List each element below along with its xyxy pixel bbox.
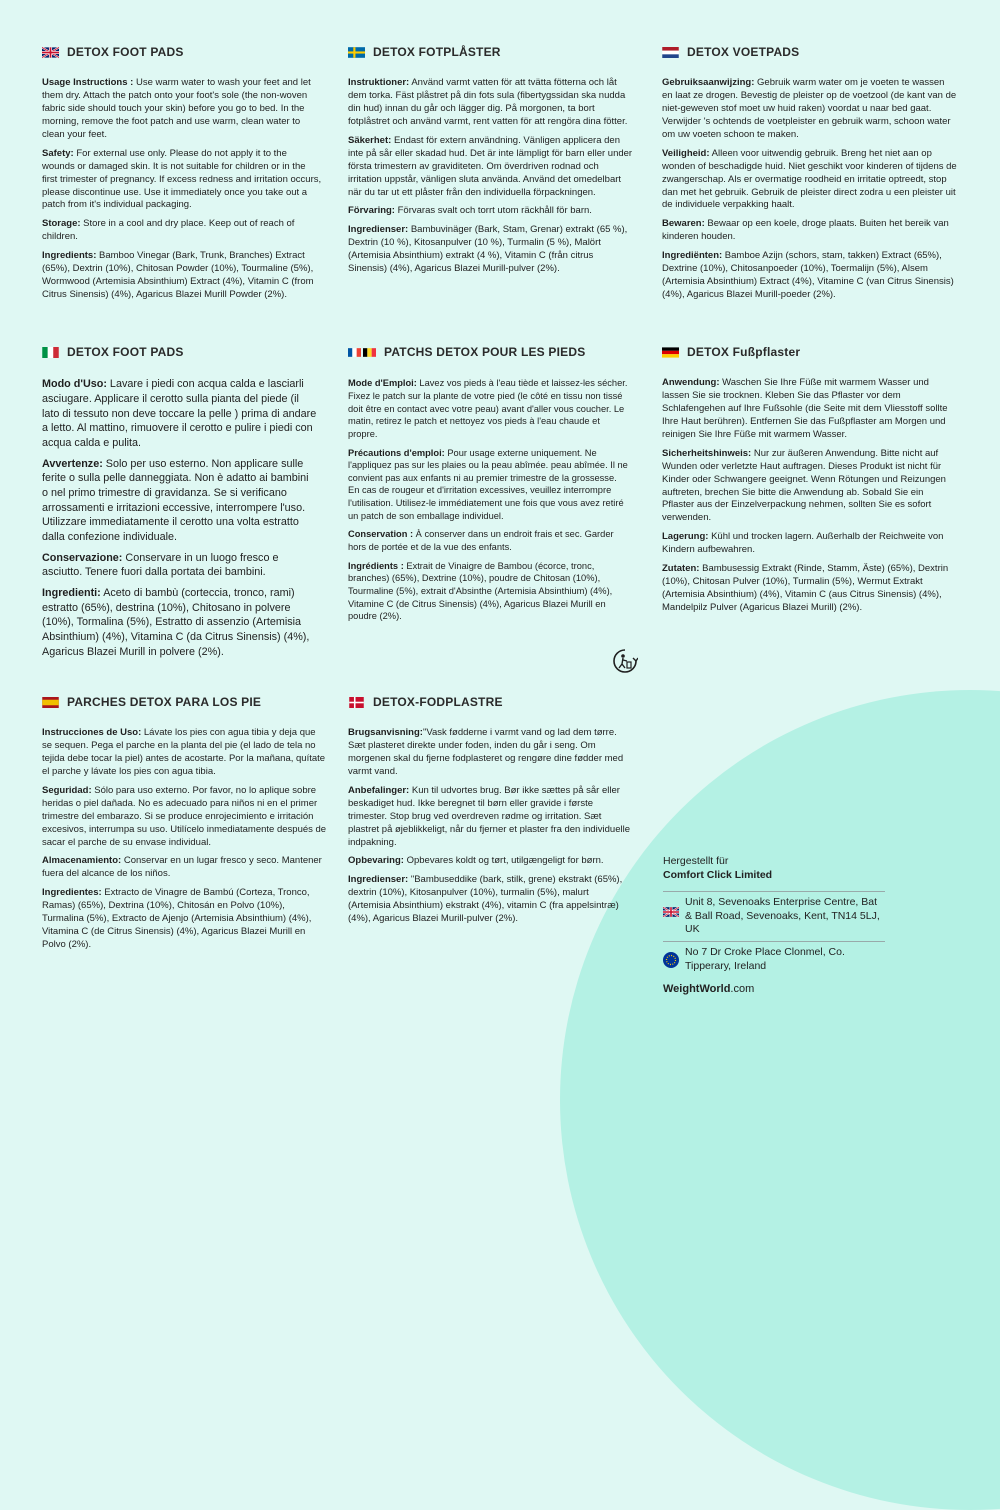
safety-paragraph: Sicherheitshinweis: Nur zur äußeren Anwendung. Bitte nicht auf Wunden oder verletzte Haut auftragen. Dieses Produkt ist nicht für Kinder oder Schwangere geeignet. Wenn Rötungen und Reizungen auftreten, brechen Sie bitte die Anwendung ab. Sobald Sie ein Pflaster aus der Einzelverpackung nehmen, sollten Sie es sofort verwenden. — [662, 447, 946, 524]
ingredients-paragraph: Ingredienser: "Bambuseddike (bark, stilk, grene) ekstrakt (65%), dextrin (10%), Kitosanpulver (10%), turmalin (5%), malurt (Artemisia Absinthium) ekstrakt (4%), vitamin C (fra appelsintræ) (4%), Agaricus Blazei Murill-pulver (2%). — [348, 874, 623, 925]
usage-paragraph: Usage Instructions : Use warm water to wash your feet and let them dry. Attach the patch onto your foot's sole (the non-woven fabric side should touch your skin) before you go to bed. In the morning, remove the foot patch and use warm, clean water to clean your feet. — [42, 77, 311, 140]
uk-address-row — [663, 891, 885, 942]
section-es — [42, 694, 327, 958]
section-fr — [348, 344, 630, 629]
safety-paragraph: Avvertenze: Solo per uso esterno. Non applicare sulle ferite o sulla pelle danneggiata. Non è adatto ai bambini o nel primo trimestre di gravidanza. Se si verificano arrossamenti e irritazioni eccessive, interrompere l'uso. Utilizzare immediatamente il cerotto una volta estratto dalla confezione individuale. — [42, 457, 309, 544]
usage-paragraph: Instrucciones de Uso: Lávate los pies con agua tibia y deja que se sequen. Pega el parche en la planta del pie (el lado de tela no tejida debe tocar la piel) antes de acostarte. Por la mañana, quítate el parche y lávate los pies con agua tibia. — [42, 727, 326, 778]
section-en — [42, 44, 322, 308]
safety-paragraph: Veiligheid: Alleen voor uitwendig gebruik. Breng het niet aan op wonden of beschadigde huid. Niet geschikt voor kinderen of tijdens de zwangerschap. Als er overmatige roodheid en irritatie optreedt, stop dan met het gebruik. Gebruik de pleister direct zodra u een pleister uit de individuele verpakking haalt. — [662, 147, 957, 211]
sweden-flag-icon — [348, 47, 365, 58]
usage-paragraph: Gebruiksaanwijzing: Gebruik warm water om je voeten te wassen en laat ze drogen. Bevestig de pleister op de voetzool (de kant van de niet-geweven stof moet uw huid raken) voordat u naar bed gaat. Verwijder 's ochtends de voetpleister en gebruik warm, schoon water om uw voeten schoon te maken. — [662, 77, 957, 140]
section-title-dk: DETOX-FODPLASTRE — [348, 694, 630, 710]
netherlands-flag-icon — [662, 47, 679, 58]
ingredients-paragraph: Zutaten: Bambusessig Extrakt (Rinde, Stamm, Äste) (65%), Dextrin (10%), Chitosan Pulver (10%), Turmalin (5%), Wermut Extrakt (Artemisia Absinthium) (4%), Vitamin C (aus Citrus Sinensis) (4%), Mandelpilz Pulver (Agaricus Blazei Murill) (2%). — [662, 563, 949, 613]
safety-paragraph: Seguridad: Sólo para uso externo. Por favor, no lo aplique sobre heridas o piel dañada. No es adecuado para niños ni en el primer trimestre del embarazo. Si se produce enrojecimiento e irritación excesivos, interrumpa su uso. Utilícelo inmediatamente después de sacar el parche de su envase individual. — [42, 784, 327, 848]
manufacturer-address — [663, 855, 885, 997]
storage-paragraph: Bewaren: Bewaar op een koele, droge plaats. Buiten het bereik van kinderen houden. — [662, 218, 949, 243]
section-title-nl: DETOX VOETPADS — [662, 44, 957, 60]
section-title-es: PARCHES DETOX PARA LOS PIE — [42, 694, 327, 710]
section-title-en: DETOX FOOT PADS — [42, 44, 322, 60]
ingredients-paragraph: Ingrédients : Extrait de Vinaigre de Bambou (écorce, tronc, branches) (65%), Dextrine (10%), poudre de Chitosan (10%), Tourmaline (5%), extrait d'Absinthe (Artemisia Absinthium) (4%), Vitamine C (de Citrus Sinensis) (4%), Agaricus Blazei Murill en poudre (2%). — [348, 560, 613, 622]
safety-paragraph: Säkerhet: Endast för extern användning. Vänligen applicera den inte på sår eller skadad hud. Det är inte lämpligt för barn eller under första trimestern av graviditeten. Om överdriven rodnad och irritation uppstår, vänligen sluta använda. Använd det omedelbart när du tar ut ett plåster från den individuella förpackningen. — [348, 134, 633, 198]
uk-address-text: Unit 8, Sevenoaks Enterprise Centre, Bat & Ball Road, Sevenoaks, Kent, TN14 5LJ, UK — [685, 895, 880, 936]
section-title-fr: PATCHS DETOX POUR LES PIEDS — [348, 344, 630, 360]
eu-flag-icon — [663, 952, 679, 968]
section-title-de: DETOX Fußpflaster — [662, 344, 957, 360]
section-title-se: DETOX FOTPLÅSTER — [348, 44, 633, 60]
section-it — [42, 344, 317, 665]
storage-paragraph: Opbevaring: Opbevares koldt og tørt, utilgængeligt for børn. — [348, 855, 604, 867]
usage-paragraph: Modo d'Uso: Lavare i piedi con acqua calda e lasciarli asciugare. Applicare il cerotto sulla pianta del piede (il lato di tessuto non deve toccare la pelle ) prima di andare a letto. Al mattino, rimuovere il cerotto e pulire i piedi con acqua calda e pulita. — [42, 378, 317, 449]
uk-flag-icon — [663, 906, 679, 918]
usage-paragraph: Instruktioner: Använd varmt vatten för att tvätta fötterna och låt dem torka. Fäst plåstret på din fots sula (fibertygssidan ska nudda din hud) innan du går och lägger dig. På morgonen, ta bort fotplåstret och använd varmt, rent vatten för att rengöra dina fötter. — [348, 77, 628, 128]
ingredients-paragraph: Ingredientes: Extracto de Vinagre de Bambú (Corteza, Tronco, Ramas) (65%), Dextrina (10%), Chitosán en Polvo (10%), Turmalina (5%), Extracto de Ajenjo (Artemisia Absinthium) (4%), Vitamina C (de Citrus Sinensis) (4%), Agaricus Blazei Murill en Polvo (2%). — [42, 887, 312, 950]
storage-paragraph: Lagerung: Kühl und trocken lagern. Außerhalb der Reichweite von Kindern aufbewahren. — [662, 531, 944, 556]
storage-paragraph: Conservation : À conserver dans un endroit frais et sec. Garder hors de portée et de la vue des enfants. — [348, 529, 614, 552]
uk-flag-icon — [42, 47, 59, 58]
germany-flag-icon — [662, 347, 679, 358]
safety-paragraph: Anbefalinger: Kun til udvortes brug. Bør ikke sættes på sår eller beskadiget hud. Ikke beregnet til børn eller gravide i første trimester. Stop brug ved overdreven rødme og irritation. Sæt plastret på øjeblikkeligt, når du fjerner et plaster fra den individuelle indpakning. — [348, 784, 630, 848]
storage-paragraph: Förvaring: Förvaras svalt och torrt utom räckhåll för barn. — [348, 205, 592, 217]
section-se — [348, 44, 633, 282]
eu-address-text: No 7 Dr Croke Place Clonmel, Co. Tipperary, Ireland — [685, 946, 845, 973]
ingredients-paragraph: Ingredienser: Bambuvinäger (Bark, Stam, Grenar) extrakt (65 %), Dextrin (10 %), Kitosanpulver (10 %), Turmalin (5 %), Malört (Artemisia Absinthium) extrakt (4 %), Vitamin C (från citrus Sinensis) (4%), Agaricus Blazei Murill-pulver (2%). — [348, 224, 628, 275]
ingredients-paragraph: Ingrediënten: Bamboe Azijn (schors, stam, takken) Extract (65%), Dextrine (10%), Chitosanpoeder (10%), Toermalijn (5%), Alsem (Artemisia Absinthium) Extract (4%), Vitamine C (van Citrus Sinensis) (4%), Agaricus Blazei Murill-poeder (2%). — [662, 250, 954, 300]
france-flag-icon — [348, 347, 361, 358]
usage-paragraph: Mode d'Emploi: Lavez vos pieds à l'eau tiède et laissez-les sécher. Fixez le patch sur la plante de votre pied (le côté en tissu non tissé doit être en contact avec votre peau) avant d'aller vous coucher. Le matin, retirez le patch et nettoyez vos pieds à l'eau chaude et propre. — [348, 378, 628, 439]
section-nl — [662, 44, 957, 308]
section-de — [662, 344, 957, 621]
storage-paragraph: Storage: Store in a cool and dry place. Keep out of reach of children. — [42, 218, 295, 243]
denmark-flag-icon — [348, 697, 365, 708]
website-text: WeightWorld.com — [663, 983, 755, 996]
spain-flag-icon — [42, 697, 59, 708]
italy-flag-icon — [42, 347, 59, 358]
made-for-header: Hergestellt für Comfort Click Limited — [663, 855, 773, 881]
section-title-it: DETOX FOOT PADS — [42, 344, 317, 360]
tidyman-disposal-icon — [612, 648, 638, 674]
storage-paragraph: Conservazione: Conservare in un luogo fresco e asciutto. Tenere fuori dalla portata dei bambini. — [42, 551, 279, 579]
storage-paragraph: Almacenamiento: Conservar en un lugar fresco y seco. Mantener fuera del alcance de los niños. — [42, 855, 322, 880]
safety-paragraph: Safety: For external use only. Please do not apply it to the wounds or damaged skin. It is not suitable for children or in the first trimester of pregnancy. If excess redness and irritation occurs, please discontinue use. Use it immediately once you take out a patch from it's individual packaging. — [42, 147, 322, 211]
section-dk — [348, 694, 630, 932]
safety-paragraph: Précautions d'emploi: Pour usage externe uniquement. Ne l'appliquez pas sur les plaies ou la peau abîmée. peau abîmée. Il ne convient pas aux enfants ni au premier trimestre de la grossesse. En cas de rougeur et d'irritation excessives, veuillez interrompre l'utilisation. Utilisez-le immédiatement une fois que vous avez retiré un patch de son emballage individuel. — [348, 447, 628, 521]
ingredients-paragraph: Ingredienti: Aceto di bambù (corteccia, tronco, rami) estratto (65%), destrina (10%), Chitosano in polvere (10%), Tormalina (5%), Estratto di assenzio (Artemisia Absinthium) (4%), Vitamina C (da Citrus Sinensis) (4%), Agaricus Blazei Murill in polvere (2%). — [42, 587, 310, 658]
ingredients-paragraph: Ingredients: Bamboo Vinegar (Bark, Trunk, Branches) Extract (65%), Dextrin (10%), Chitosan Powder (10%), Tourmaline (5%), Wormwood (Artemisia Absinthium) Extract (4%), Vitamin C (from Citrus Sinensis) (4%), Agaricus Blazei Murill Powder (2%). — [42, 250, 314, 300]
usage-paragraph: Anwendung: Waschen Sie Ihre Füße mit warmem Wasser und lassen Sie sie trocknen. Kleben Sie das Pflaster vor dem Schlafengehen auf Ihre Fußsohle (die Seite mit dem Vliesstoff sollte Ihre Haut berühren). Entfernen Sie das Fußpflaster am Morgen und reinigen Sie Ihre Füße mit warmem Wasser. — [662, 377, 948, 440]
usage-paragraph: Brugsanvisning:"Vask fødderne i varmt vand og lad dem tørre. Sæt plasteret direkte under foden, inden du går i seng. Om morgenen skal du fjerne fodplasteret og rengøre dine fødder med varmt vand. — [348, 727, 624, 778]
belgium-flag-icon — [363, 347, 376, 358]
eu-address-row — [663, 941, 885, 978]
